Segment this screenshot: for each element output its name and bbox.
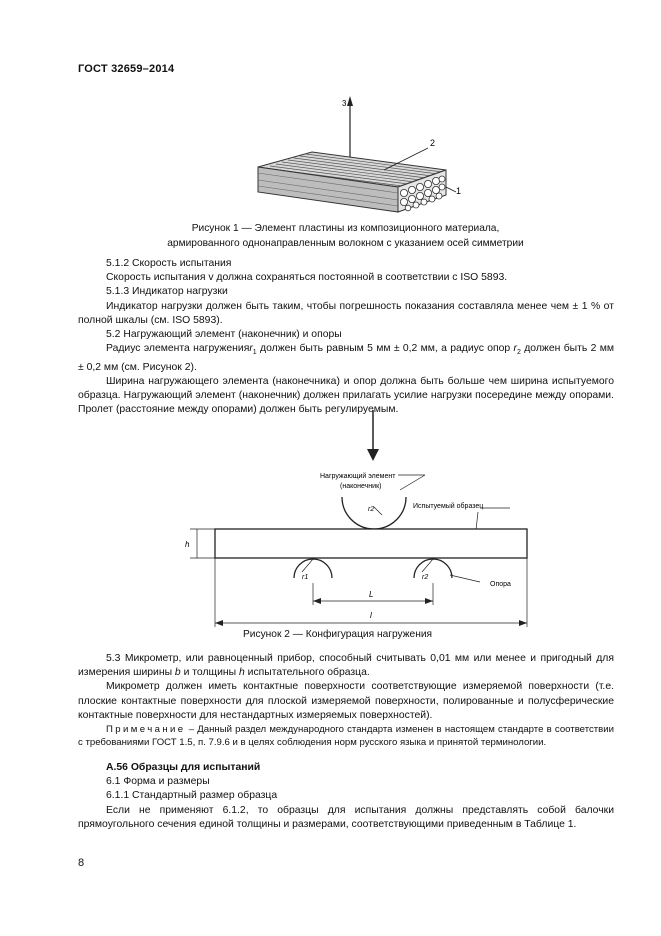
figure-2-label-r2-nose: r2	[368, 506, 375, 513]
figure-2-label-h: h	[185, 540, 190, 549]
section-5-2-para-2: Ширина нагружающего элемента (наконечника) и опор должна быть больше чем ширина испытуемого образца. Нагружающий элемент (наконечник) должен прилагать усилие нагрузки посередине между опорами. Пролет (расстояние между опорами) должен быть регулируемым.	[78, 375, 614, 416]
section-5-1-2-heading: 5.1.2 Скорость испытания	[106, 258, 232, 269]
section-5-3	[78, 652, 614, 749]
figure-1-label-3: 3	[342, 99, 347, 108]
figure-2-loading-configuration	[170, 405, 540, 630]
figure-2-label-l: l	[370, 611, 372, 620]
figure-1-composite-plate	[230, 92, 470, 217]
section-5-3-para-1: 5.3 Микрометр, или равноценный прибор, способный считывать 0,01 мм или менее и пригодный для измерения ширины b и толщины h испытательного образца.	[78, 653, 614, 679]
section-6-1-heading: 6.1 Форма и размеры	[106, 776, 210, 788]
figure-2-label-loading-element: Нагружающий элемент	[320, 473, 396, 480]
section-5-2-para-1: Радиус элемента нагруженияr$_1$ должен быть равным 5 мм ± 0,2 мм, а радиус опор $r_2$ должен быть 2 мм ± 0,2 мм (см. Рисунок 2).	[78, 343, 614, 373]
section-5-2-heading: 5.2 Нагружающий элемент (наконечник) и опоры	[106, 329, 342, 341]
figure-2-caption: Рисунок 2 — Конфигурация нагружения	[243, 629, 433, 640]
section-5-1-3-heading: 5.1.3 Индикатор нагрузки	[106, 286, 228, 298]
section-5-1-2-text: Скорость испытания v должна сохраняться постоянной в соответствии с ISO 5893.	[106, 272, 508, 284]
figure-1-caption-line-2: армированного однонаправленным волокном с указанием осей симметрии	[167, 238, 524, 249]
figure-1-label-1: 1	[456, 186, 462, 196]
section-5-3-note: Примечание – Данный раздел международного стандарта изменен в настоящем стандарте в соответствии с требованиями ГОСТ 1.5, п. 7.9.6 и в целях соблюдения норм русского языка и принятой терминологии.	[78, 724, 614, 749]
figure-2-label-L: L	[369, 590, 374, 599]
figure-2-label-r1: r1	[302, 574, 309, 581]
section-5-1-3-text: Индикатор нагрузки должен быть таким, чтобы погрешность показания составляла менее чем ± 1 % от полной шкалы (см. ISO 5893).	[78, 300, 614, 326]
page-number: 8	[78, 857, 85, 869]
section-a56-heading: А.56 Образцы для испытаний	[106, 762, 261, 773]
sections-5-1-2-to-5-2	[78, 257, 614, 417]
section-6-1-1-heading: 6.1.1 Стандартный размер образца	[106, 790, 278, 802]
figure-1-caption	[78, 221, 613, 251]
section-a56	[78, 761, 614, 832]
figure-2-label-r2-support: r2	[422, 574, 429, 581]
section-5-3-para-2: Микрометр должен иметь контактные поверхности соответствующие измеряемой поверхности (т.е. плоские контактные поверхности для плоской измеряемой поверхности, полированные и полусферические контактные поверхности для нестандартных измеряемых поверхностей).	[78, 681, 614, 721]
figure-2-label-support: Опора	[490, 581, 511, 588]
figure-1-caption-line-1: Рисунок 1 — Элемент пластины из композиционного материала,	[191, 223, 500, 234]
figure-1-label-2: 2	[430, 138, 436, 148]
figure-2-label-loading-element-sub: (наконечник)	[340, 483, 382, 490]
standard-header: ГОСТ 32659–2014	[78, 63, 175, 75]
figure-2-label-specimen: Испытуемый образец	[413, 503, 484, 510]
section-6-1-1-text: Если не применяют 6.1.2, то образцы для испытания должны представлять собой балочки прямоугольного сечения единой толщины и размерами, соответствующими приведенным в Таблице 1.	[78, 804, 614, 830]
